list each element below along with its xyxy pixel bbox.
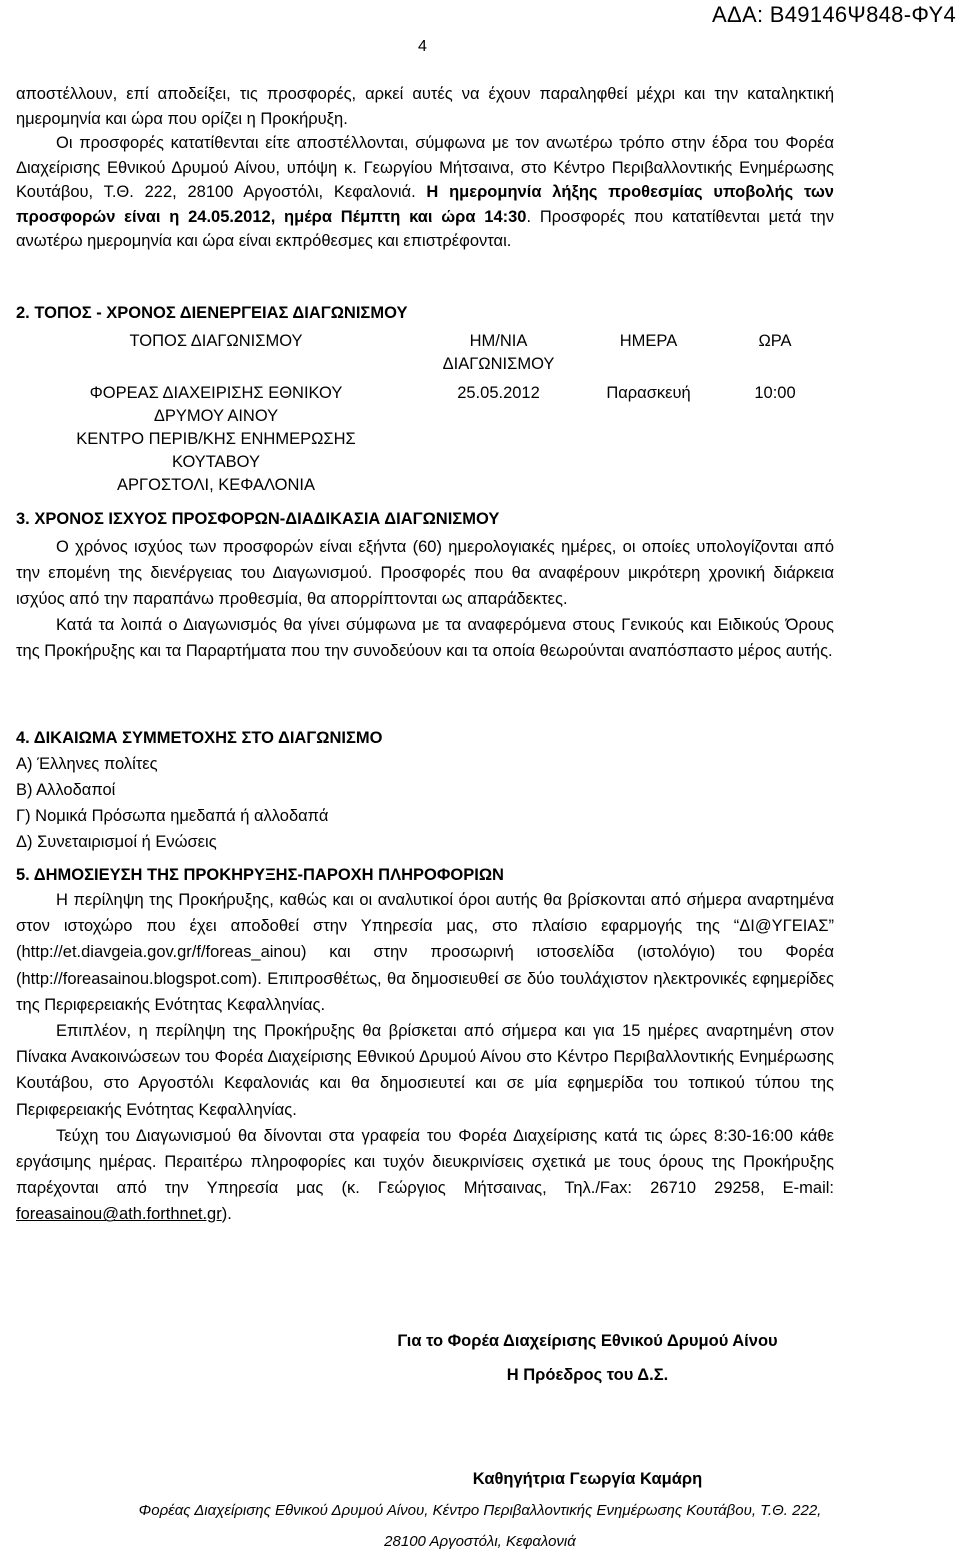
intro-para2: [16, 131, 834, 254]
ada-code: ΑΔΑ: Β49146Ψ848-ΦΥ4: [712, 2, 956, 27]
email-link[interactable]: foreasainou@ath.forthnet.gr: [16, 1205, 222, 1224]
intro-block: [16, 82, 834, 254]
venue-line: ΑΡΓΟΣΤΟΛΙ, ΚΕΦΑΛΟΝΙΑ: [117, 476, 315, 494]
footer-line2: 28100 Αργοστόλι, Κεφαλονιά: [384, 1533, 576, 1550]
deadline-text: Η ημερομηνία λήξης προθεσμίας υποβολής των προσφορών είναι η 24.05.2012, ημέρα Πέμπτη και ώρα 14:30: [16, 183, 834, 226]
footer-line1: Φορέας Διαχείρισης Εθνικού Δρυμού Αίνου, Κέντρο Περιβαλλοντικής Ενημέρωσης Κουτάβου, Τ.Θ. 222,: [138, 1502, 822, 1519]
section5-body: [16, 887, 834, 1228]
section5-p3: [16, 1123, 834, 1228]
header-place: ΤΟΠΟΣ ΔΙΑΓΩΝΙΣΜΟΥ: [129, 332, 303, 350]
venue-line: ΚΕΝΤΡΟ ΠΕΡΙΒ/ΚΗΣ ΕΝΗΜΕΡΩΣΗΣ: [76, 430, 356, 448]
day-cell: Παρασκευή: [606, 384, 691, 402]
header-date: ΗΜ/ΝΙΑ ΔΙΑΓΩΝΙΣΜΟΥ: [442, 332, 555, 373]
footer: [0, 1495, 960, 1557]
section5-p3-end: ).: [221, 1205, 232, 1224]
time-cell: 10:00: [754, 384, 796, 402]
section2-title: [16, 304, 407, 323]
list-item: Β) Αλλοδαποί: [16, 781, 116, 799]
section4-title-text: 4. ΔΙΚΑΙΩΜΑ ΣΥΜΜΕΤΟΧΗΣ ΣΤΟ ΔΙΑΓΩΝΙΣΜΟ: [16, 729, 383, 747]
venue-line: ΔΡΥΜΟΥ ΑΙΝΟΥ: [153, 407, 279, 425]
intro-line1: αποστέλλουν, επί αποδείξει, τις προσφορές, αρκεί αυτές να έχουν παραληφθεί μέχρι και την καταληκτική ημερομηνία και ώρα που ορίζει η Προκήρυξη.: [16, 85, 834, 128]
venue-line: ΦΟΡΕΑΣ ΔΙΑΧΕΙΡΙΣΗΣ ΕΘΝΙΚΟΥ: [89, 384, 343, 402]
section4-title: [16, 729, 382, 748]
list-item: Δ) Συνεταιρισμοί ή Ενώσεις: [16, 833, 217, 851]
venue-line: ΚΟΥΤΑΒΟΥ: [172, 453, 260, 471]
header-day: ΗΜΕΡΑ: [619, 332, 678, 350]
venue-table: [16, 330, 834, 497]
list-item: Γ) Νομικά Πρόσωπα ημεδαπά ή αλλοδαπά: [16, 807, 329, 825]
list-item: Α) Έλληνες πολίτες: [16, 755, 158, 773]
section3-title-text: 3. ΧΡΟΝΟΣ ΙΣΧΥΟΣ ΠΡΟΣΦΟΡΩΝ-ΔΙΑΔΙΚΑΣΙΑ ΔΙΑΓΩΝΙΣΜΟΥ: [16, 510, 500, 528]
eligibility-list: [16, 751, 328, 855]
intro-para2-tail: . Προσφορές που κατατίθενται μετά την ανωτέρω ημερομηνία και ώρα είναι εκπρόθεσμες και επιστρέφονται.: [16, 207, 834, 250]
date-cell: 25.05.2012: [457, 384, 540, 402]
section3-body: [16, 534, 834, 664]
section3-p1: Ο χρόνος ισχύος των προσφορών είναι εξήντα (60) ημερολογιακές ημέρες, οι οποίες υπολογίζονται από την επομένη της διενέργειας του Διαγωνισμού. Προσφορές που θα αναφέρουν μικρότερη χρονική διάρκεια ισχύος από την παραπάνω προθεσμία, θα απορρίπτονται ως απαράδεκτες.: [16, 538, 834, 608]
section3-title: [16, 510, 499, 529]
header-time: ΩΡΑ: [758, 332, 792, 350]
signature-name: Καθηγήτρια Γεωργία Καμάρη: [472, 1470, 703, 1488]
table-row: [16, 382, 834, 497]
section5-p2: Επιπλέον, η περίληψη της Προκήρυξης θα βρίσκεται από σήμερα και για 15 ημέρες αναρτημένη στον Πίνακα Ανακοινώσεων του Φορέα Διαχείρισης Εθνικού Δρυμού Αίνου στο Κέντρο Περιβαλλοντικής Ενημέρωσης Κουτάβου, στο Αργοστόλι Κεφαλονιάς και θα δημοσιευτεί και σε μία εφημερίδα του τοπικού τύπου της Περιφερειακής Ενότητας Κεφαλληνίας.: [16, 1022, 834, 1119]
section5-title-text: 5. ΔΗΜΟΣΙΕΥΣΗ ΤΗΣ ΠΡΟΚΗΡΥΞΗΣ-ΠΑΡΟΧΗ ΠΛΗΡΟΦΟΡΙΩΝ: [16, 866, 504, 884]
venue-cell: [16, 382, 416, 497]
intro-para2-text: Οι προσφορές κατατίθενται είτε αποστέλλονται, σύμφωνα με τον ανωτέρω τρόπο στην έδρα του Φορέα Διαχείρισης Εθνικού Δρυμού Αίνου, υπόψη κ. Γεωργίου Μήτσαινα, στο Κέντρο Περιβαλλοντικής Ενημέρωσης Κουτάβου, Τ.Θ. 222, 28100 Αργοστόλι, Κεφαλονιά.: [16, 134, 834, 201]
section5-p1: Η περίληψη της Προκήρυξης, καθώς και οι αναλυτικοί όροι αυτής θα βρίσκονται από σήμερα αναρτημένα στον ιστοχώρο που έχει αποδοθεί στην Υπηρεσία μας, στο πλαίσιο εφαρμογής της “ΔΙ@ΥΓΕΙΑΣ” (http://et.diavgeia.gov.gr/f/foreas_ainou) και στην προσωρινή ιστοσελίδα (ιστολόγιο) του Φορέα (http://foreasainou.blogspot.com). Επιπροσθέτως, θα δημοσιευθεί σε δύο τουλάχιστον ηλεκτρονικές εφημερίδες της Περιφερειακής Ενότητας Κεφαλληνίας.: [16, 891, 834, 1014]
signature-org: Για το Φορέα Διαχείρισης Εθνικού Δρυμού Αίνου: [397, 1332, 778, 1350]
signature-role: Η Πρόεδρος του Δ.Σ.: [506, 1366, 669, 1384]
section5-title: [16, 866, 504, 885]
page-number: 4: [418, 38, 427, 55]
section3-p2: Κατά τα λοιπά ο Διαγωνισμός θα γίνει σύμφωνα με τα αναφερόμενα στους Γενικούς και Ειδικούς Όρους της Προκήρυξης και τα Παραρτήματα που την συνοδεύουν και τα οποία θεωρούνται αναπόσπαστο μέρος αυτής.: [16, 616, 834, 660]
table-header-row: [16, 330, 834, 382]
section2-title-text: 2. ΤΟΠΟΣ - ΧΡΟΝΟΣ ΔΙΕΝΕΡΓΕΙΑΣ ΔΙΑΓΩΝΙΣΜΟΥ: [16, 304, 408, 322]
section5-p3-text: Τεύχη του Διαγωνισμού θα δίνονται στα γραφεία του Φορέα Διαχείρισης κατά τις ώρες 8:30-16:00 κάθε εργάσιμης ημέρας. Περαιτέρω πληροφορίες και τυχόν διευκρινίσεις σχετικά με τους όρους της Προκήρυξης παρέχονται από την Υπηρεσία μας (κ. Γεώργιος Μήτσαινας, Τηλ./Fax: 26710 29258, E-mail:: [16, 1126, 834, 1198]
